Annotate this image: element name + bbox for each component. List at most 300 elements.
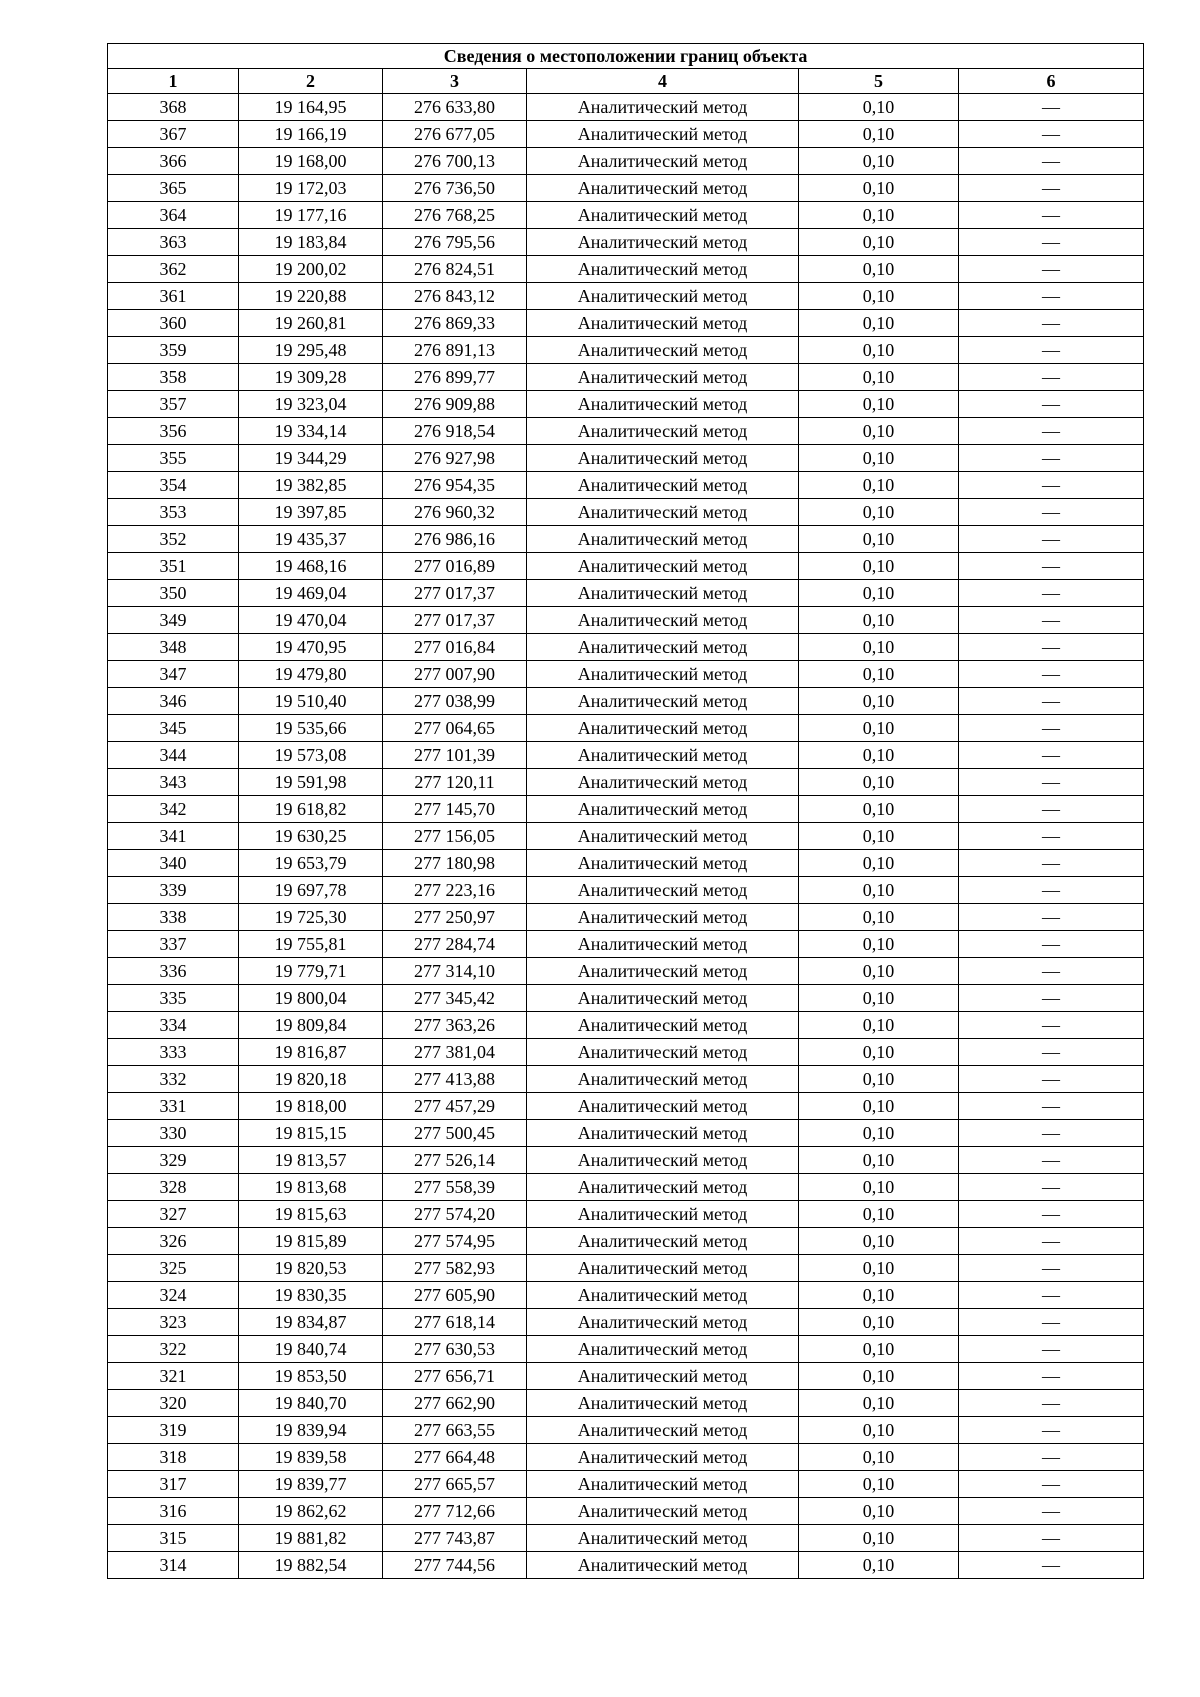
description-cell: —	[959, 1012, 1144, 1039]
x-coordinate-cell: 19 470,04	[239, 607, 383, 634]
description-cell: —	[959, 661, 1144, 688]
method-cell: Аналитический метод	[527, 418, 799, 445]
x-coordinate-cell: 19 882,54	[239, 1552, 383, 1579]
table-row	[108, 526, 1144, 553]
x-coordinate-cell: 19 618,82	[239, 796, 383, 823]
description-cell: —	[959, 1552, 1144, 1579]
point-number-cell: 357	[108, 391, 239, 418]
column-header-6: 6	[959, 69, 1144, 94]
accuracy-cell: 0,10	[799, 877, 959, 904]
point-number-cell: 358	[108, 364, 239, 391]
table-row	[108, 445, 1144, 472]
method-cell: Аналитический метод	[527, 121, 799, 148]
description-cell: —	[959, 634, 1144, 661]
point-number-cell: 325	[108, 1255, 239, 1282]
point-number-cell: 359	[108, 337, 239, 364]
x-coordinate-cell: 19 177,16	[239, 202, 383, 229]
y-coordinate-cell: 277 558,39	[383, 1174, 527, 1201]
y-coordinate-cell: 277 381,04	[383, 1039, 527, 1066]
table-row	[108, 1228, 1144, 1255]
method-cell: Аналитический метод	[527, 1444, 799, 1471]
x-coordinate-cell: 19 164,95	[239, 94, 383, 121]
x-coordinate-cell: 19 200,02	[239, 256, 383, 283]
point-number-cell: 323	[108, 1309, 239, 1336]
method-cell: Аналитический метод	[527, 472, 799, 499]
description-cell: —	[959, 1336, 1144, 1363]
description-cell: —	[959, 985, 1144, 1012]
table-row	[108, 958, 1144, 985]
y-coordinate-cell: 277 017,37	[383, 607, 527, 634]
table-row	[108, 1012, 1144, 1039]
x-coordinate-cell: 19 260,81	[239, 310, 383, 337]
method-cell: Аналитический метод	[527, 958, 799, 985]
method-cell: Аналитический метод	[527, 202, 799, 229]
method-cell: Аналитический метод	[527, 310, 799, 337]
x-coordinate-cell: 19 862,62	[239, 1498, 383, 1525]
description-cell: —	[959, 823, 1144, 850]
method-cell: Аналитический метод	[527, 1471, 799, 1498]
accuracy-cell: 0,10	[799, 1390, 959, 1417]
table-row	[108, 769, 1144, 796]
y-coordinate-cell: 277 180,98	[383, 850, 527, 877]
y-coordinate-cell: 277 250,97	[383, 904, 527, 931]
description-cell: —	[959, 1363, 1144, 1390]
description-cell: —	[959, 1309, 1144, 1336]
accuracy-cell: 0,10	[799, 472, 959, 499]
accuracy-cell: 0,10	[799, 607, 959, 634]
boundary-coordinates-table	[107, 43, 1144, 1579]
method-cell: Аналитический метод	[527, 877, 799, 904]
x-coordinate-cell: 19 839,77	[239, 1471, 383, 1498]
x-coordinate-cell: 19 820,18	[239, 1066, 383, 1093]
method-cell: Аналитический метод	[527, 1309, 799, 1336]
method-cell: Аналитический метод	[527, 1336, 799, 1363]
x-coordinate-cell: 19 834,87	[239, 1309, 383, 1336]
table-row	[108, 1174, 1144, 1201]
accuracy-cell: 0,10	[799, 904, 959, 931]
table-row	[108, 796, 1144, 823]
point-number-cell: 333	[108, 1039, 239, 1066]
y-coordinate-cell: 277 156,05	[383, 823, 527, 850]
table-row	[108, 1120, 1144, 1147]
x-coordinate-cell: 19 815,63	[239, 1201, 383, 1228]
y-coordinate-cell: 276 633,80	[383, 94, 527, 121]
point-number-cell: 355	[108, 445, 239, 472]
accuracy-cell: 0,10	[799, 553, 959, 580]
x-coordinate-cell: 19 830,35	[239, 1282, 383, 1309]
point-number-cell: 324	[108, 1282, 239, 1309]
point-number-cell: 320	[108, 1390, 239, 1417]
table-row	[108, 1417, 1144, 1444]
point-number-cell: 322	[108, 1336, 239, 1363]
description-cell: —	[959, 1255, 1144, 1282]
table-row	[108, 1336, 1144, 1363]
column-header-4: 4	[527, 69, 799, 94]
x-coordinate-cell: 19 840,70	[239, 1390, 383, 1417]
x-coordinate-cell: 19 591,98	[239, 769, 383, 796]
point-number-cell: 339	[108, 877, 239, 904]
method-cell: Аналитический метод	[527, 1201, 799, 1228]
point-number-cell: 363	[108, 229, 239, 256]
method-cell: Аналитический метод	[527, 283, 799, 310]
point-number-cell: 350	[108, 580, 239, 607]
method-cell: Аналитический метод	[527, 1012, 799, 1039]
point-number-cell: 335	[108, 985, 239, 1012]
accuracy-cell: 0,10	[799, 634, 959, 661]
accuracy-cell: 0,10	[799, 1147, 959, 1174]
y-coordinate-cell: 276 986,16	[383, 526, 527, 553]
method-cell: Аналитический метод	[527, 1552, 799, 1579]
x-coordinate-cell: 19 535,66	[239, 715, 383, 742]
method-cell: Аналитический метод	[527, 1525, 799, 1552]
method-cell: Аналитический метод	[527, 1417, 799, 1444]
x-coordinate-cell: 19 818,00	[239, 1093, 383, 1120]
x-coordinate-cell: 19 220,88	[239, 283, 383, 310]
method-cell: Аналитический метод	[527, 391, 799, 418]
accuracy-cell: 0,10	[799, 229, 959, 256]
method-cell: Аналитический метод	[527, 175, 799, 202]
x-coordinate-cell: 19 435,37	[239, 526, 383, 553]
y-coordinate-cell: 277 145,70	[383, 796, 527, 823]
accuracy-cell: 0,10	[799, 769, 959, 796]
x-coordinate-cell: 19 853,50	[239, 1363, 383, 1390]
method-cell: Аналитический метод	[527, 634, 799, 661]
y-coordinate-cell: 277 743,87	[383, 1525, 527, 1552]
description-cell: —	[959, 1282, 1144, 1309]
table-row	[108, 1363, 1144, 1390]
method-cell: Аналитический метод	[527, 742, 799, 769]
description-cell: —	[959, 472, 1144, 499]
method-cell: Аналитический метод	[527, 1093, 799, 1120]
y-coordinate-cell: 277 016,84	[383, 634, 527, 661]
method-cell: Аналитический метод	[527, 1147, 799, 1174]
point-number-cell: 329	[108, 1147, 239, 1174]
column-header-3: 3	[383, 69, 527, 94]
y-coordinate-cell: 277 744,56	[383, 1552, 527, 1579]
description-cell: —	[959, 391, 1144, 418]
table-row	[108, 121, 1144, 148]
y-coordinate-cell: 277 665,57	[383, 1471, 527, 1498]
column-header-5: 5	[799, 69, 959, 94]
point-number-cell: 327	[108, 1201, 239, 1228]
point-number-cell: 349	[108, 607, 239, 634]
method-cell: Аналитический метод	[527, 1255, 799, 1282]
y-coordinate-cell: 276 677,05	[383, 121, 527, 148]
y-coordinate-cell: 277 574,95	[383, 1228, 527, 1255]
accuracy-cell: 0,10	[799, 175, 959, 202]
x-coordinate-cell: 19 809,84	[239, 1012, 383, 1039]
x-coordinate-cell: 19 813,68	[239, 1174, 383, 1201]
y-coordinate-cell: 277 605,90	[383, 1282, 527, 1309]
point-number-cell: 352	[108, 526, 239, 553]
point-number-cell: 337	[108, 931, 239, 958]
y-coordinate-cell: 277 314,10	[383, 958, 527, 985]
point-number-cell: 340	[108, 850, 239, 877]
y-coordinate-cell: 277 618,14	[383, 1309, 527, 1336]
description-cell: —	[959, 229, 1144, 256]
table-row	[108, 715, 1144, 742]
description-cell: —	[959, 958, 1144, 985]
y-coordinate-cell: 277 656,71	[383, 1363, 527, 1390]
accuracy-cell: 0,10	[799, 1120, 959, 1147]
x-coordinate-cell: 19 469,04	[239, 580, 383, 607]
x-coordinate-cell: 19 815,89	[239, 1228, 383, 1255]
x-coordinate-cell: 19 840,74	[239, 1336, 383, 1363]
point-number-cell: 341	[108, 823, 239, 850]
table-row	[108, 1255, 1144, 1282]
table-row	[108, 688, 1144, 715]
point-number-cell: 314	[108, 1552, 239, 1579]
x-coordinate-cell: 19 344,29	[239, 445, 383, 472]
accuracy-cell: 0,10	[799, 1498, 959, 1525]
column-header-row	[108, 69, 1144, 94]
y-coordinate-cell: 277 457,29	[383, 1093, 527, 1120]
method-cell: Аналитический метод	[527, 94, 799, 121]
method-cell: Аналитический метод	[527, 1066, 799, 1093]
table-row	[108, 580, 1144, 607]
y-coordinate-cell: 276 843,12	[383, 283, 527, 310]
accuracy-cell: 0,10	[799, 202, 959, 229]
method-cell: Аналитический метод	[527, 499, 799, 526]
point-number-cell: 368	[108, 94, 239, 121]
y-coordinate-cell: 277 007,90	[383, 661, 527, 688]
description-cell: —	[959, 1201, 1144, 1228]
x-coordinate-cell: 19 309,28	[239, 364, 383, 391]
x-coordinate-cell: 19 779,71	[239, 958, 383, 985]
description-cell: —	[959, 1228, 1144, 1255]
method-cell: Аналитический метод	[527, 904, 799, 931]
column-header-1: 1	[108, 69, 239, 94]
accuracy-cell: 0,10	[799, 823, 959, 850]
table-row	[108, 418, 1144, 445]
point-number-cell: 348	[108, 634, 239, 661]
y-coordinate-cell: 276 700,13	[383, 148, 527, 175]
table-row	[108, 877, 1144, 904]
y-coordinate-cell: 276 795,56	[383, 229, 527, 256]
accuracy-cell: 0,10	[799, 1174, 959, 1201]
point-number-cell: 344	[108, 742, 239, 769]
table-row	[108, 499, 1144, 526]
table-row	[108, 1066, 1144, 1093]
point-number-cell: 334	[108, 1012, 239, 1039]
accuracy-cell: 0,10	[799, 337, 959, 364]
method-cell: Аналитический метод	[527, 931, 799, 958]
method-cell: Аналитический метод	[527, 850, 799, 877]
description-cell: —	[959, 769, 1144, 796]
table-row	[108, 283, 1144, 310]
table-row	[108, 1525, 1144, 1552]
method-cell: Аналитический метод	[527, 715, 799, 742]
y-coordinate-cell: 277 664,48	[383, 1444, 527, 1471]
accuracy-cell: 0,10	[799, 364, 959, 391]
method-cell: Аналитический метод	[527, 1363, 799, 1390]
y-coordinate-cell: 277 712,66	[383, 1498, 527, 1525]
accuracy-cell: 0,10	[799, 931, 959, 958]
method-cell: Аналитический метод	[527, 688, 799, 715]
accuracy-cell: 0,10	[799, 499, 959, 526]
table-row	[108, 985, 1144, 1012]
description-cell: —	[959, 202, 1144, 229]
description-cell: —	[959, 175, 1144, 202]
method-cell: Аналитический метод	[527, 445, 799, 472]
table-row	[108, 1309, 1144, 1336]
table-row	[108, 229, 1144, 256]
y-coordinate-cell: 277 662,90	[383, 1390, 527, 1417]
method-cell: Аналитический метод	[527, 1228, 799, 1255]
description-cell: —	[959, 526, 1144, 553]
column-header-2: 2	[239, 69, 383, 94]
description-cell: —	[959, 715, 1144, 742]
y-coordinate-cell: 277 663,55	[383, 1417, 527, 1444]
accuracy-cell: 0,10	[799, 1066, 959, 1093]
accuracy-cell: 0,10	[799, 310, 959, 337]
y-coordinate-cell: 277 064,65	[383, 715, 527, 742]
table-row	[108, 661, 1144, 688]
y-coordinate-cell: 277 582,93	[383, 1255, 527, 1282]
description-cell: —	[959, 904, 1144, 931]
y-coordinate-cell: 276 927,98	[383, 445, 527, 472]
accuracy-cell: 0,10	[799, 1417, 959, 1444]
description-cell: —	[959, 256, 1144, 283]
x-coordinate-cell: 19 479,80	[239, 661, 383, 688]
y-coordinate-cell: 277 016,89	[383, 553, 527, 580]
table-row	[108, 148, 1144, 175]
x-coordinate-cell: 19 295,48	[239, 337, 383, 364]
method-cell: Аналитический метод	[527, 148, 799, 175]
method-cell: Аналитический метод	[527, 337, 799, 364]
x-coordinate-cell: 19 820,53	[239, 1255, 383, 1282]
x-coordinate-cell: 19 839,58	[239, 1444, 383, 1471]
x-coordinate-cell: 19 697,78	[239, 877, 383, 904]
table-row	[108, 553, 1144, 580]
accuracy-cell: 0,10	[799, 796, 959, 823]
accuracy-cell: 0,10	[799, 391, 959, 418]
x-coordinate-cell: 19 755,81	[239, 931, 383, 958]
x-coordinate-cell: 19 397,85	[239, 499, 383, 526]
description-cell: —	[959, 742, 1144, 769]
accuracy-cell: 0,10	[799, 1309, 959, 1336]
description-cell: —	[959, 310, 1144, 337]
x-coordinate-cell: 19 725,30	[239, 904, 383, 931]
description-cell: —	[959, 94, 1144, 121]
y-coordinate-cell: 276 909,88	[383, 391, 527, 418]
description-cell: —	[959, 1498, 1144, 1525]
accuracy-cell: 0,10	[799, 661, 959, 688]
y-coordinate-cell: 277 223,16	[383, 877, 527, 904]
y-coordinate-cell: 276 891,13	[383, 337, 527, 364]
table-row	[108, 1201, 1144, 1228]
x-coordinate-cell: 19 468,16	[239, 553, 383, 580]
accuracy-cell: 0,10	[799, 1039, 959, 1066]
accuracy-cell: 0,10	[799, 1552, 959, 1579]
point-number-cell: 365	[108, 175, 239, 202]
point-number-cell: 351	[108, 553, 239, 580]
x-coordinate-cell: 19 800,04	[239, 985, 383, 1012]
x-coordinate-cell: 19 334,14	[239, 418, 383, 445]
description-cell: —	[959, 1039, 1144, 1066]
table-row	[108, 823, 1144, 850]
x-coordinate-cell: 19 382,85	[239, 472, 383, 499]
point-number-cell: 347	[108, 661, 239, 688]
table-row	[108, 202, 1144, 229]
table-row	[108, 634, 1144, 661]
accuracy-cell: 0,10	[799, 715, 959, 742]
method-cell: Аналитический метод	[527, 796, 799, 823]
description-cell: —	[959, 607, 1144, 634]
description-cell: —	[959, 1390, 1144, 1417]
table-row	[108, 850, 1144, 877]
x-coordinate-cell: 19 470,95	[239, 634, 383, 661]
x-coordinate-cell: 19 510,40	[239, 688, 383, 715]
accuracy-cell: 0,10	[799, 1444, 959, 1471]
y-coordinate-cell: 277 017,37	[383, 580, 527, 607]
point-number-cell: 342	[108, 796, 239, 823]
table-row	[108, 1093, 1144, 1120]
table-row	[108, 742, 1144, 769]
y-coordinate-cell: 277 038,99	[383, 688, 527, 715]
method-cell: Аналитический метод	[527, 769, 799, 796]
y-coordinate-cell: 277 526,14	[383, 1147, 527, 1174]
method-cell: Аналитический метод	[527, 823, 799, 850]
description-cell: —	[959, 1417, 1144, 1444]
description-cell: —	[959, 1174, 1144, 1201]
table-row	[108, 1498, 1144, 1525]
x-coordinate-cell: 19 881,82	[239, 1525, 383, 1552]
accuracy-cell: 0,10	[799, 1228, 959, 1255]
accuracy-cell: 0,10	[799, 1363, 959, 1390]
y-coordinate-cell: 276 899,77	[383, 364, 527, 391]
description-cell: —	[959, 1444, 1144, 1471]
accuracy-cell: 0,10	[799, 742, 959, 769]
table-row	[108, 175, 1144, 202]
description-cell: —	[959, 580, 1144, 607]
x-coordinate-cell: 19 573,08	[239, 742, 383, 769]
method-cell: Аналитический метод	[527, 229, 799, 256]
accuracy-cell: 0,10	[799, 1201, 959, 1228]
accuracy-cell: 0,10	[799, 1093, 959, 1120]
description-cell: —	[959, 418, 1144, 445]
x-coordinate-cell: 19 815,15	[239, 1120, 383, 1147]
accuracy-cell: 0,10	[799, 121, 959, 148]
table-row	[108, 94, 1144, 121]
y-coordinate-cell: 277 574,20	[383, 1201, 527, 1228]
accuracy-cell: 0,10	[799, 1282, 959, 1309]
accuracy-cell: 0,10	[799, 580, 959, 607]
description-cell: —	[959, 499, 1144, 526]
table-title-row	[108, 44, 1144, 69]
x-coordinate-cell: 19 813,57	[239, 1147, 383, 1174]
y-coordinate-cell: 276 960,32	[383, 499, 527, 526]
method-cell: Аналитический метод	[527, 1120, 799, 1147]
point-number-cell: 360	[108, 310, 239, 337]
y-coordinate-cell: 277 101,39	[383, 742, 527, 769]
point-number-cell: 361	[108, 283, 239, 310]
x-coordinate-cell: 19 816,87	[239, 1039, 383, 1066]
description-cell: —	[959, 364, 1144, 391]
y-coordinate-cell: 276 768,25	[383, 202, 527, 229]
method-cell: Аналитический метод	[527, 580, 799, 607]
accuracy-cell: 0,10	[799, 1525, 959, 1552]
point-number-cell: 328	[108, 1174, 239, 1201]
accuracy-cell: 0,10	[799, 1471, 959, 1498]
y-coordinate-cell: 276 736,50	[383, 175, 527, 202]
method-cell: Аналитический метод	[527, 526, 799, 553]
x-coordinate-cell: 19 323,04	[239, 391, 383, 418]
table-body	[108, 94, 1144, 1579]
point-number-cell: 331	[108, 1093, 239, 1120]
method-cell: Аналитический метод	[527, 256, 799, 283]
accuracy-cell: 0,10	[799, 688, 959, 715]
